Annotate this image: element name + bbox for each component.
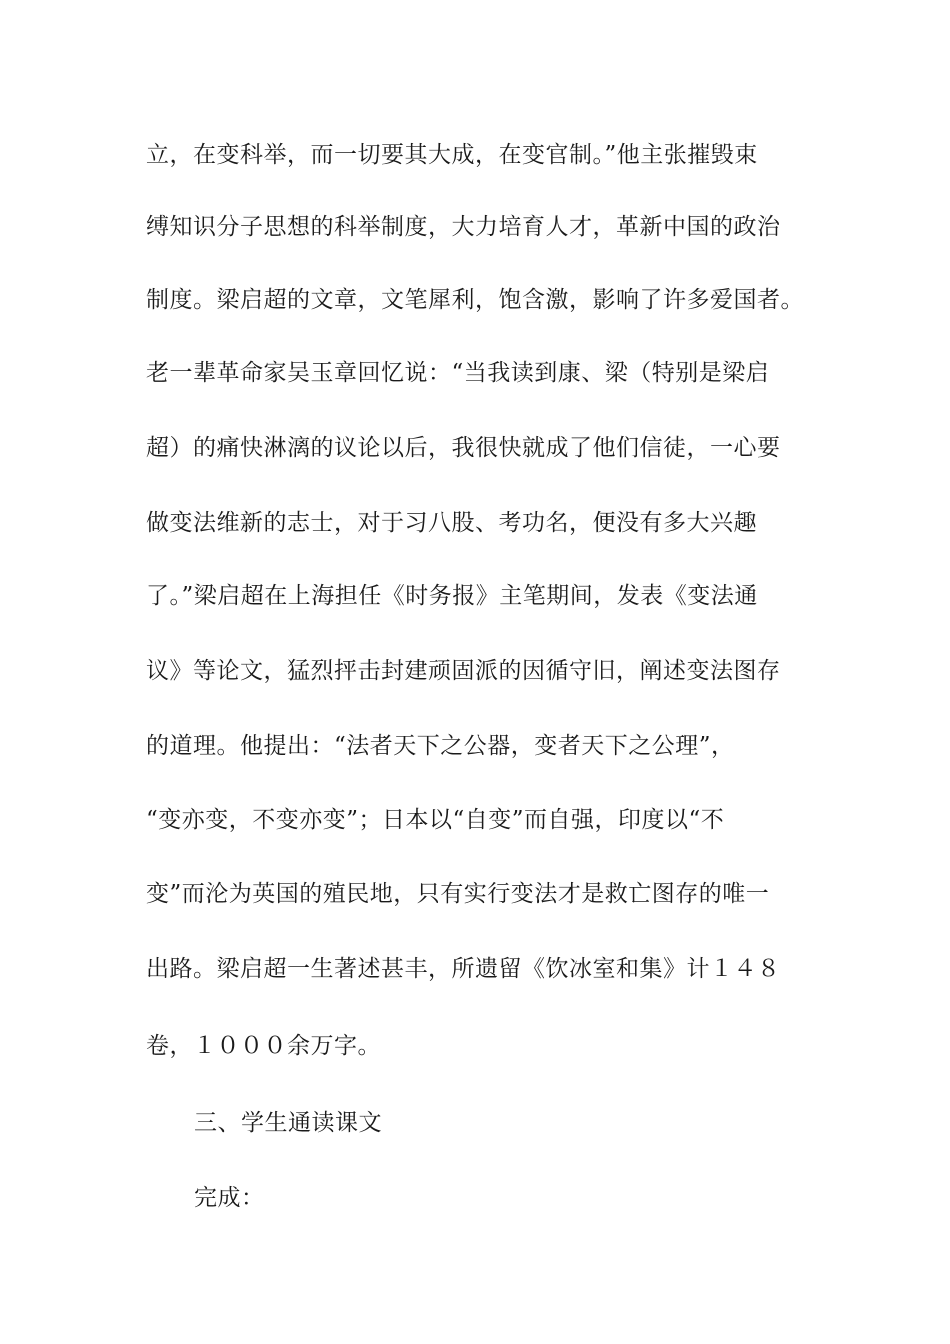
body-line-7: 了。”梁启超在上海担任《时务报》主笔期间，发表《变法通 bbox=[146, 583, 758, 609]
body-line-10: “变亦变，不变亦变”；日本以“自变”而自强，印度以“不 bbox=[146, 807, 725, 833]
body-line-4: 老一辈革命家吴玉章回忆说：“当我读到康、梁（特别是梁启 bbox=[146, 360, 770, 386]
section-heading: 三、学生通读课文 bbox=[194, 1110, 382, 1136]
body-line-2: 缚知识分子思想的科举制度，大力培育人才，革新中国的政治 bbox=[146, 214, 781, 240]
body-line-12: 出路。梁启超一生著述甚丰，所遗留《饮冰室和集》计１４８ bbox=[146, 956, 781, 982]
body-line-8: 议》等论文，猛烈抨击封建顽固派的因循守旧，阐述变法图存 bbox=[146, 658, 781, 684]
complete-label: 完成： bbox=[194, 1185, 265, 1211]
body-line-1: 立，在变科举，而一切要其大成，在变官制。”他主张摧毁束 bbox=[146, 142, 758, 168]
body-line-6: 做变法维新的志士，对于习八股、考功名，便没有多大兴趣 bbox=[146, 510, 757, 536]
body-line-11: 变”而沦为英国的殖民地，只有实行变法才是救亡图存的唯一 bbox=[146, 881, 770, 907]
body-line-5: 超）的痛快淋漓的议论以后，我很快就成了他们信徒，一心要 bbox=[146, 435, 781, 461]
body-line-3: 制度。梁启超的文章，文笔犀利，饱含激，影响了许多爱国者。 bbox=[146, 287, 804, 313]
body-line-9: 的道理。他提出：“法者天下之公器，变者天下之公理”， bbox=[146, 733, 735, 759]
body-line-13: 卷，１０００余万字。 bbox=[146, 1033, 381, 1059]
